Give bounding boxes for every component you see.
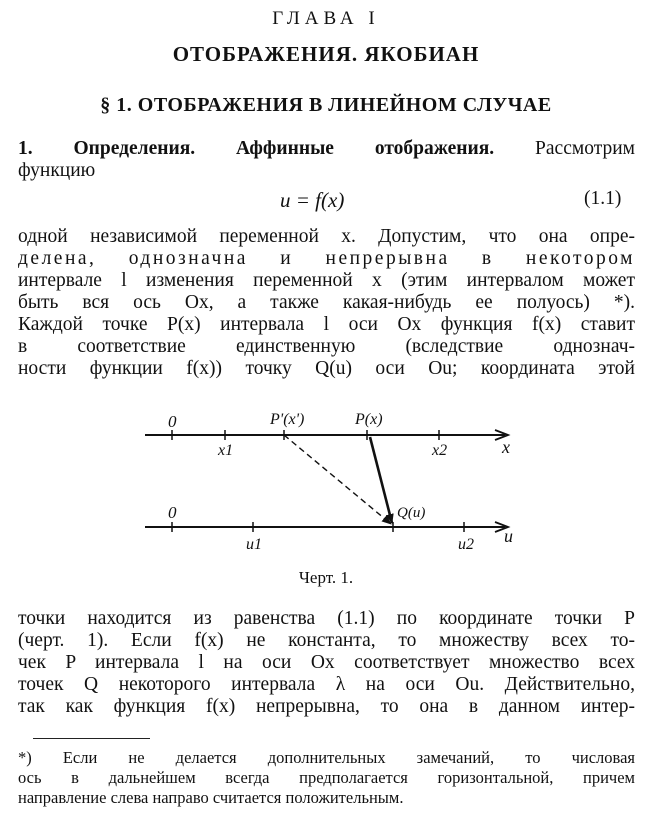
chapter-label: ГЛАВА I	[272, 8, 380, 29]
footnote-line-2: ось в дальнейшем всегда предполагается горизонтальной, причем	[18, 768, 635, 787]
section-title: § 1. ОТОБРАЖЕНИЯ В ЛИНЕЙНОМ СЛУЧАЕ	[100, 94, 552, 116]
p-prime-label: P'(x')	[270, 411, 305, 428]
paragraph-3-line-5: так как функция f(x) непрерывна, то она в данном интер-	[18, 696, 635, 717]
x1-label: x1	[218, 442, 234, 459]
x2-label: x2	[432, 442, 448, 459]
dashed-mapping-arrow	[284, 435, 391, 524]
solid-mapping-arrow	[370, 437, 392, 523]
paragraph-2-line-5: Каждой точке P(x) интервала l оси Ox функция f(x) ставит	[18, 314, 635, 335]
paragraph-2-line-3: интервале l изменения переменной x (этим интервалом может	[18, 270, 635, 291]
equation-number: (1.1)	[584, 188, 622, 209]
x-axis-label: x	[502, 437, 510, 457]
q-label: Q(u)	[397, 505, 426, 521]
footnote-divider	[33, 738, 150, 739]
paragraph-3-line-1: точки находится из равенства (1.1) по координате точки P	[18, 608, 635, 629]
paragraph-3-line-3: чек P интервала l на оси Ox соответствует множество всех	[18, 652, 635, 673]
origin-label-bottom: 0	[168, 503, 177, 522]
paragraph-1-line-2: функцию	[18, 160, 96, 181]
paragraph-3-line-4: точек Q некоторого интервала λ на оси Ou. Действительно,	[18, 674, 635, 695]
p-label: P(x)	[355, 411, 383, 428]
chapter-title: ОТОБРАЖЕНИЯ. ЯКОБИАН	[172, 42, 480, 66]
subsection-heading: 1. Определения. Аффинные отображения.	[18, 138, 495, 159]
footnote-line-1: *) Если не делается дополнительных замечаний, то числовая	[18, 748, 635, 767]
paragraph-1-line-1	[18, 138, 635, 160]
u-axis-label: u	[504, 526, 513, 546]
paragraph-2-line-1: одной независимой переменной x. Допустим, что она опре-	[18, 226, 635, 247]
footnote-line-3: направление слева направо считается положительным.	[18, 788, 404, 807]
paragraph-2-line-4: быть вся ось Ox, а также какая-нибудь ее полуось) *).	[18, 292, 635, 313]
u2-label: u2	[458, 536, 474, 553]
paragraph-1-text: Рассмотрим	[494, 138, 635, 159]
paragraph-2-line-7: ности функции f(x)) точку Q(u) оси Ou; координата этой	[18, 358, 635, 379]
equation-formula: u = f(x)	[280, 188, 345, 212]
paragraph-2-line-6: в соответствие единственную (вследствие однознач-	[18, 336, 635, 357]
figure-mapping-diagram	[130, 405, 530, 565]
figure-caption: Черт. 1.	[298, 568, 354, 587]
paragraph-2-line-2: делена, однозначна и непрерывна в некотором	[18, 248, 635, 269]
u1-label: u1	[246, 536, 262, 553]
origin-label-top: 0	[168, 412, 177, 431]
paragraph-3-line-2: (черт. 1). Если f(x) не константа, то множеству всех то-	[18, 630, 635, 651]
